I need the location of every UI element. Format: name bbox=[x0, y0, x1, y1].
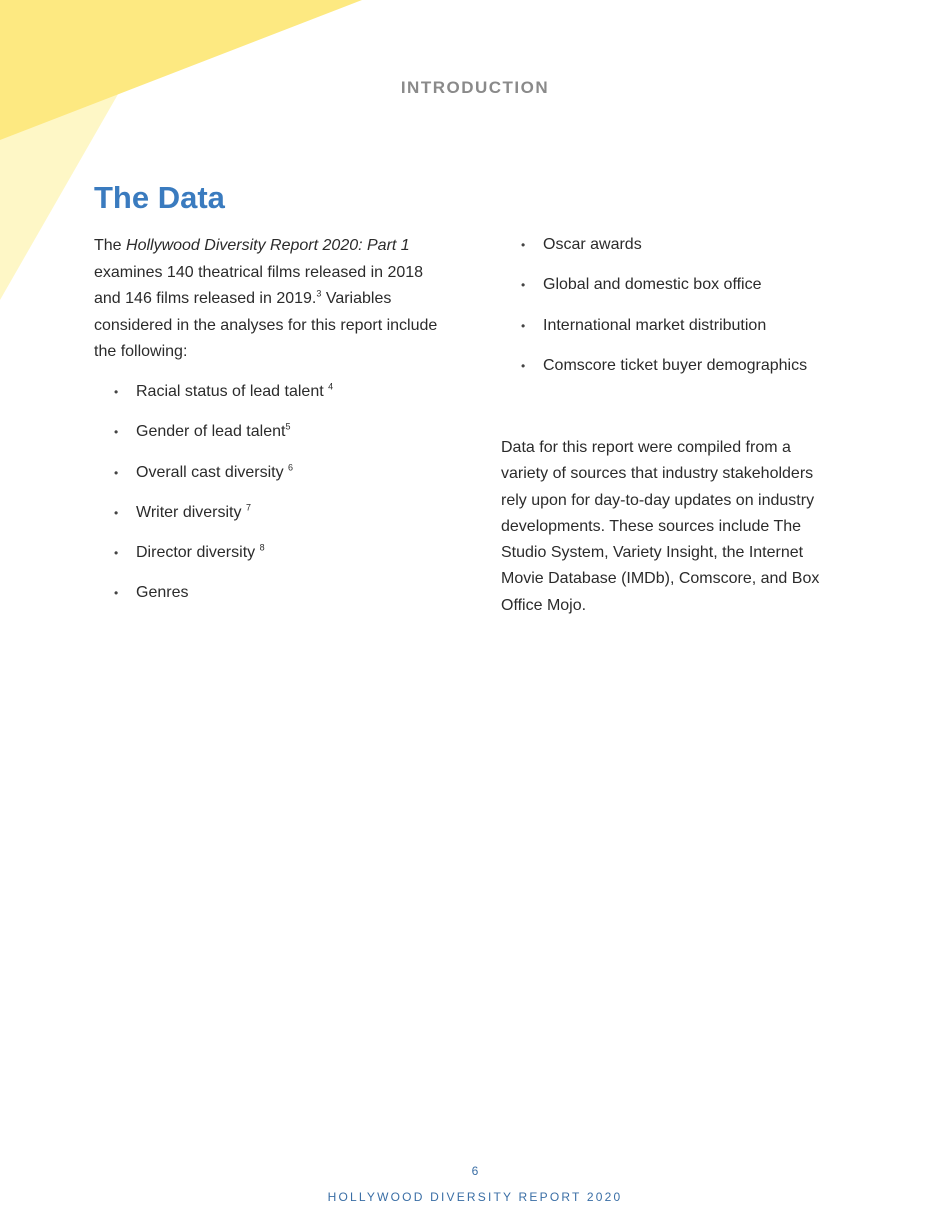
list-item-label: Overall cast diversity bbox=[136, 463, 284, 481]
list-item-label: Gender of lead talent bbox=[136, 423, 286, 441]
intro-lead: The bbox=[94, 237, 127, 254]
list-item-label: Genres bbox=[136, 584, 189, 602]
list-item-label: International market distribution bbox=[543, 316, 767, 334]
list-item bbox=[94, 542, 474, 582]
page-title: The Data bbox=[94, 180, 225, 215]
footer-report-title: HOLLYWOOD DIVERSITY REPORT 2020 bbox=[327, 1190, 623, 1204]
list-item bbox=[94, 381, 474, 421]
list-item bbox=[94, 582, 474, 622]
list-item bbox=[501, 274, 881, 314]
intro-body: examines 140 theatrical films released in 2018 and 146 films released in 2019. bbox=[94, 263, 424, 307]
list-item bbox=[94, 502, 474, 542]
page-number: 6 bbox=[471, 1164, 479, 1178]
list-item bbox=[94, 421, 474, 461]
footnote-marker: 5 bbox=[285, 421, 291, 432]
list-item bbox=[501, 315, 881, 355]
list-item bbox=[94, 462, 474, 502]
decorative-yellow-shape bbox=[0, 0, 362, 140]
variables-list-right bbox=[501, 234, 881, 395]
footnote-marker: 4 bbox=[328, 381, 334, 392]
list-item bbox=[501, 234, 881, 274]
intro-tail: Variables considered in the analyses for this report include the following: bbox=[94, 290, 438, 360]
sources-paragraph: Data for this report were compiled from a variety of sources that industry stakeholders rely upon for day-to-day updates on industry developments. These sources include The Studio System, Variety Insight, the Internet Movie Database (IMDb), Comscore, and Box Office Mojo. bbox=[501, 439, 820, 614]
list-item-label: Comscore ticket buyer demographics bbox=[543, 356, 808, 374]
variables-list-left bbox=[94, 381, 474, 623]
footnote-marker: 6 bbox=[288, 462, 294, 473]
report-name: Hollywood Diversity Report 2020: Part 1 bbox=[126, 237, 410, 254]
intro-paragraph bbox=[94, 233, 454, 366]
list-item-label: Director diversity bbox=[136, 544, 256, 562]
section-header: INTRODUCTION bbox=[400, 78, 550, 97]
list-item bbox=[501, 355, 881, 395]
list-item-label: Oscar awards bbox=[543, 236, 642, 253]
footnote-marker: 8 bbox=[259, 542, 265, 553]
list-item-label: Racial status of lead talent bbox=[136, 383, 324, 400]
footnote-marker: 7 bbox=[245, 502, 251, 513]
list-item-label: Global and domestic box office bbox=[543, 276, 762, 294]
intro-footnote: 3 bbox=[316, 288, 322, 299]
list-item-label: Writer diversity bbox=[136, 503, 242, 521]
